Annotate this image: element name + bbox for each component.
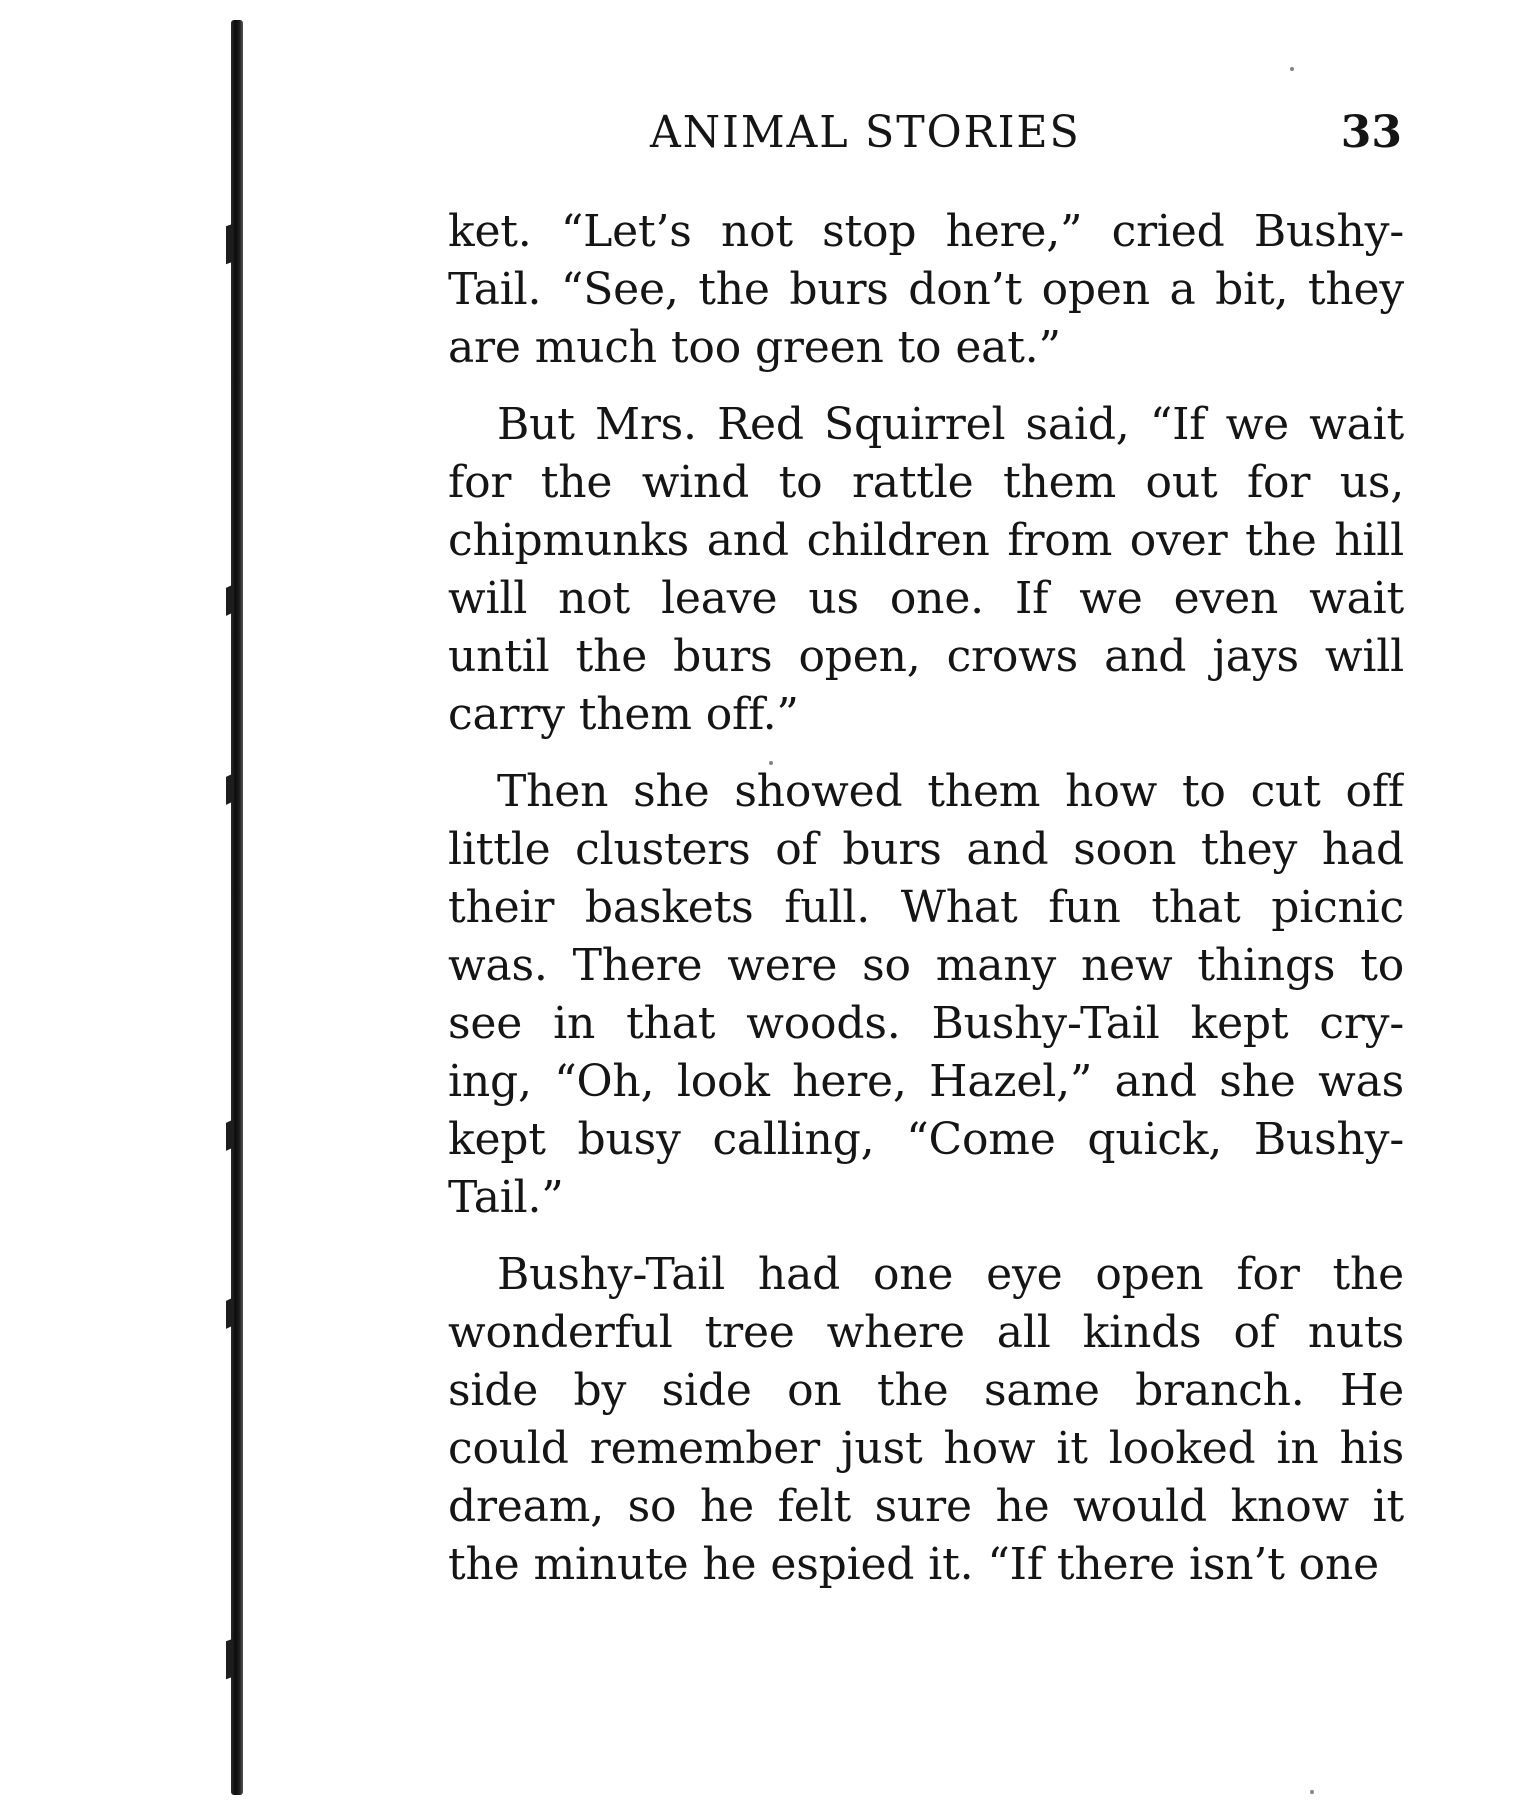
binding-notch bbox=[226, 773, 234, 805]
paragraph-1 bbox=[448, 203, 1404, 377]
scan-speck bbox=[1310, 1790, 1314, 1794]
scan-speck bbox=[1290, 67, 1294, 71]
binding-notch bbox=[226, 584, 234, 616]
text-line: Tail.” bbox=[448, 1172, 564, 1223]
text-line: carry them off.” bbox=[448, 689, 799, 740]
text-line: Bushy-Tail had one eye open for the bbox=[497, 1249, 1404, 1300]
text-line: ket. “Let’s not stop here,” cried Bushy- bbox=[448, 206, 1404, 257]
paragraph-3 bbox=[448, 763, 1404, 1227]
text-line: wonderful tree where all kinds of nuts bbox=[448, 1307, 1404, 1358]
text-line: could remember just how it looked in his bbox=[448, 1423, 1404, 1474]
text-line: will not leave us one. If we even wait bbox=[448, 573, 1404, 624]
text-line: for the wind to rattle them out for us, bbox=[448, 457, 1404, 508]
text-line: But Mrs. Red Squirrel said, “If we wait bbox=[497, 399, 1404, 450]
text-line: Tail. “See, the burs don’t open a bit, they bbox=[448, 264, 1404, 315]
text-line: see in that woods. Bushy-Tail kept cry- bbox=[448, 998, 1404, 1049]
binding-notch bbox=[226, 1119, 234, 1151]
text-line: their baskets full. What fun that picnic bbox=[448, 882, 1404, 933]
binding-notch bbox=[226, 1297, 234, 1329]
page-number: 33 bbox=[1340, 107, 1402, 158]
text-line: kept busy calling, “Come quick, Bushy- bbox=[448, 1114, 1404, 1165]
text-line: chipmunks and children from over the hill bbox=[448, 515, 1404, 566]
text-line: the minute he espied it. “If there isn’t one bbox=[448, 1539, 1379, 1590]
text-line: was. There were so many new things to bbox=[448, 940, 1404, 991]
running-title: ANIMAL STORIES bbox=[650, 107, 1081, 158]
book-binding-edge bbox=[231, 20, 243, 1795]
text-line: dream, so he felt sure he would know it bbox=[448, 1481, 1404, 1532]
text-line: are much too green to eat.” bbox=[448, 322, 1061, 373]
text-line: little clusters of burs and soon they had bbox=[448, 824, 1404, 875]
text-line: until the burs open, crows and jays will bbox=[448, 631, 1404, 682]
text-line: Then she showed them how to cut off bbox=[497, 766, 1404, 817]
running-header bbox=[448, 107, 1404, 171]
paragraph-4 bbox=[448, 1246, 1404, 1594]
text-line: side by side on the same branch. He bbox=[448, 1365, 1404, 1416]
paragraph-2 bbox=[448, 396, 1404, 744]
story-text bbox=[448, 203, 1404, 1594]
text-line: ing, “Oh, look here, Hazel,” and she was bbox=[448, 1056, 1404, 1107]
